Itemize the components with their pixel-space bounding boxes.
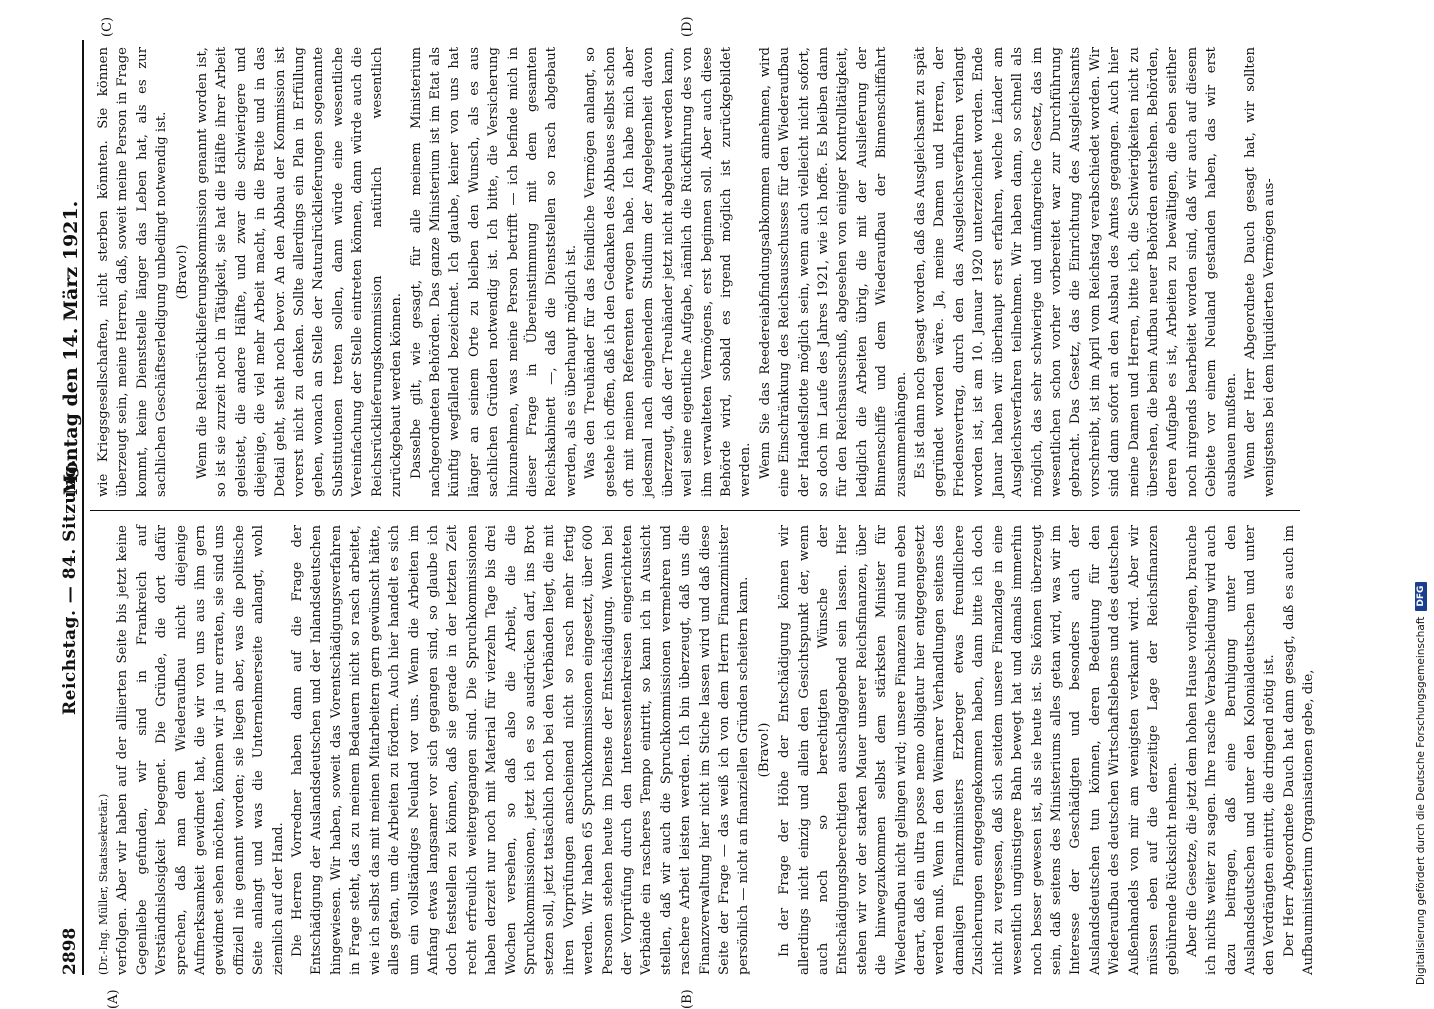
speaker-line: (Dr.-Ing. Müller, Staatssekretär.): [97, 793, 110, 975]
left-column: [94, 525, 1317, 975]
paragraph: Was den Treuhänder für das feindliche Vermögen anlangt, so gestehe ich offen, daß ich den Gedanken des Abbaues selbst schon oft mit meinen Referenten erwogen habe. Ich habe mich aber jedesmal nach eingehendem Studium der Angelegenheit davon überzeugt, daß der Treuhänder jetzt nicht abgebaut werden kann, weil seine eigentliche Aufgabe, nämlich die Rückführung des von ihm verwalteten Vermögens, erst beginnen soll. Aber auch diese Behörde wird, sobald es irgend möglich ist zurückgebildet werden.: [583, 47, 754, 497]
rotated-page: [60, 16, 1317, 1009]
header-rule: [82, 40, 84, 975]
margin-mark-a: (A): [106, 989, 121, 1009]
paragraph: Wenn die Reichsrücklieferungskommission genannt worden ist, so ist sie zurzeit noch in Tätigkeit, sie hat die Hälfte ihrer Arbeit geleistet, die andere Hälfte, und zwar die schwierigere und diejenige, die viel mehr Arbeit macht, in die Breite und in das Detail geht, steht noch bevor. An den Abbau der Kommission ist vorerst nicht zu denken. Sollte allerdings ein Plan in Erfüllung gehen, wonach an Stelle der Naturalrücklieferungen sogenannte Substitutionen treten sollen, dann würde eine wesentliche Vereinfachung der Stelle eintreten können, dann würde auch die Reichsrücklieferungskommission natürlich wesentlich zurückgebaut werden können.: [195, 47, 405, 497]
paragraph: Wenn Sie das Reedereiabfindungsabkommen annehmen, wird eine Einschränkung des Reichsausschusses für den Wiederaufbau der Handelsflotte möglich sein, wenn auch vielleicht nicht sofort, so doch im Laufe des Jahres 1921, wie ich hoffe. Es bleiben dann für den Reichsausschuß, abgesehen von einiger Kontrolltätigkeit, lediglich die Arbeiten übrig, die mit der Auslieferung der Binnenschiffe und dem Wiederaufbau der Binnenschiffahrt zusammenhängen.: [757, 47, 909, 497]
running-title-left: Reichstag. — 84. Sitzung.: [60, 459, 80, 715]
paragraph: Dasselbe gilt, wie gesagt, für alle meinem Ministerium nachgeordneten Behörden. Das ganze Ministerium ist im Etat als künftig wegfallend bezeichnet. Ich glaube, keiner von uns hat länger an seinem Orte zu bleiben den Wunsch, als es aus sachlichen Gründen notwendig ist. Ich bitte, die Versicherung hinzunehmen, was meine Person betrifft — ich befinde mich in dieser Frage in Übereinstimmung mit dem gesamten Reichskabinett —, daß die Dienststellen so rasch abgebaut werden, als es überhaupt möglich ist.: [408, 47, 579, 497]
page-number: 2898: [60, 927, 80, 975]
dfg-logo: DFG: [1415, 582, 1427, 611]
margin-mark-d: (D): [680, 16, 695, 37]
paragraph: Aber die Gesetze, die jetzt dem hohen Hause vorliegen, brauche ich nichts weiter zu sagen. Ihre rasche Verabschiedung wird auch dazu beitragen, daß eine Beruhigung unter den Auslandsdeutschen und unter den Kolonialdeutschen und unter den Verdrängten eintritt, die dringend nötig ist.: [1184, 525, 1278, 975]
bravo-remark: (Bravo!): [174, 244, 190, 300]
right-column: [94, 47, 1300, 497]
running-title-right: Montag den 14. März 1921.: [60, 200, 82, 495]
margin-mark-b: (B): [680, 989, 695, 1009]
paragraph: wie Kriegsgesellschaften, nicht sterben könnten. Sie können überzeugt sein, meine Herren, daß, soweit meine Person in Frage kommt, keine Dienststelle länger das Leben hat, als es zur sachlichen Geschäftserledigung unbedingt notwendig ist.: [96, 47, 170, 497]
bravo-remark: (Bravo!): [756, 722, 772, 778]
paragraph: Der Herr Abgeordnete Dauch hat dann gesagt, daß es auch im Aufbauministerium Organisationen gebe, die,: [1281, 525, 1317, 975]
paragraph: Die Herren Vorredner haben dann auf die Frage der Entschädigung der Auslandsdeutschen und der Inlandsdeutschen hingewiesen. Wir haben, soweit das Vorentschädigungsverfahren in Frage steht, das zu meinem Bedauern nicht so rasch arbeitet, wie ich selbst das mit meinen Mitarbeitern gern gewünscht hätte, alles getan, um die Arbeiten zu fördern. Auch hier handelt es sich um ein vollständiges Neuland vor uns. Wenn die Arbeiten im Anfang etwas langsamer vor sich gegangen sind, so glaube ich doch feststellen zu können, daß sie gerade in der letzten Zeit recht erfreulich weitergegangen sind. Die Spruchkommissionen haben derzeit nur noch mit Material für vierzehn Tage bis drei Wochen versehen, so daß also die Arbeit, die die Spruchkommissionen, jetzt ich es so ausdrücken darf, ins Brot setzen soll, jetzt tatsächlich noch bei den Verbänden liegt, die mit ihren Vorprüfungen anscheinend nicht so rasch mehr fertig werden. Wir haben 65 Spruchkommissionen eingesetzt, über 600 Personen stehen heute im Dienste der Entschädigung. Wenn bei der Vorprüfung durch den Interessentenkreisen eingerichteten Verbände ein rascheres Tempo eintritt, so kann ich in Aussicht stellen, daß wir auch die Spruchkommissionen vermehren und raschere Arbeit leisten werden. Ich bin überzeugt, daß uns die Finanzverwaltung hier nicht im Stiche lassen wird und daß diese Seite der Frage — das weiß ich von dem Herrn Finanzminister persönlich — nicht an finanziellen Gründen scheitern kann.: [290, 525, 752, 975]
digitization-text: Digitalisierung gefördert durch die Deutsche Forschungsgemeinschaft: [1415, 616, 1427, 985]
column-divider: [90, 510, 1300, 511]
paragraph: verfolgen. Aber wir haben auf der alliierten Seite bis jetzt keine Gegenliebe gefunden, wir sind in Frankreich auf Verständnislosigkeit begegnet. Die Gründe, die dort dafür sprechen, daß man dem Wiederaufbau nicht diejenige Aufmerksamkeit gewidmet hat, die wir von uns aus ihm gern gewidmet sehen möchten, können wir ja nur erraten, sie sind uns offiziell nie genannt worden; sie liegen aber, was die politische Seite anlangt und was die Unternehmerseite anlangt, wohl ziemlich auf der Hand.: [115, 525, 286, 975]
paragraph: In der Frage der Höhe der Entschädigung können wir allerdings nicht einzig und allein den Gesichtspunkt der, wenn auch noch so berechtigten Wünsche der Entschädigungsberechtigten ausschlaggebend sein lassen. Hier stehen wir vor der starken Mauer unserer Reichsfinanzen, über die hinwegzukommen selbst dem stärksten Minister für Wiederaufbau nicht gelingen wird; unsere Finanzen sind nun eben derart, daß ein ultra posse nemo obligatur hier entgegengesetzt werden muß. Wenn in den Weimarer Verhandlungen seitens des damaligen Finanzministers Erzberger etwas freundlichere Zusicherungen entgegengekommen haben, dann bitte ich doch nicht zu vergessen, daß sich seitdem unsere Finanzlage in eine wesentlich ungünstigere Bahn bewegt hat und damals immerhin noch besser gewesen ist, als sie heute ist. Sie können überzeugt sein, daß seitens des Ministeriums alles getan wird, was wir im Interesse der Geschädigten und besonders auch der Auslandsdeutschen tun können, deren Bedeutung für den Wiederaufbau des deutschen Wirtschaftslebens und des deutschen Außenhandels von mir am wenigsten verkannt wird. Aber wir müssen eben auf die derzeitige Lage der Reichsfinanzen gebührende Rücksicht nehmen.: [777, 525, 1181, 975]
digitization-note: [1412, 5, 1430, 985]
margin-mark-c: (C): [100, 16, 115, 37]
paragraph: Wenn der Herr Abgeordnete Dauch gesagt hat, wir sollten wenigstens bei dem liquidierten Vermögen aus-: [1242, 47, 1278, 497]
paragraph: Es ist dann noch gesagt worden, daß das Ausgleichsamt zu spät gegründet worden wäre. Ja, meine Damen und Herren, der Friedensvertrag, durch den das Ausgleichsverfahren verlangt worden ist, ist am 10. Januar 1920 unterzeichnet worden. Ende Januar haben wir überhaupt erst erfahren, welche Länder am Ausgleichsverfahren teilnehmen. Wir haben dann, so schnell als möglich, das sehr schwierige und umfangreiche Gesetz, das im wesentlichen schon vorher vorbereitet war zur Durchführung gebracht. Das Gesetz, das die Einrichtung des Ausgleichsamts vorschreibt, ist im April vom Reichstag verabschiedet worden. Wir sind dann sofort an den Ausbau des Amtes gegangen. Auch hier meine Damen und Herren, bitte ich, die Schwierigkeiten nicht zu übersehen, die beim Aufbau neuer Behörden entstehen. Behörden, deren Aufgabe es ist, Arbeiten zu bewältigen, die eben seither noch nirgends bearbeitet worden sind, daß wir auch auf diesem Gebiete vor einem Neuland gestanden haben, das wir erst ausbauen mußten.: [913, 47, 1239, 497]
